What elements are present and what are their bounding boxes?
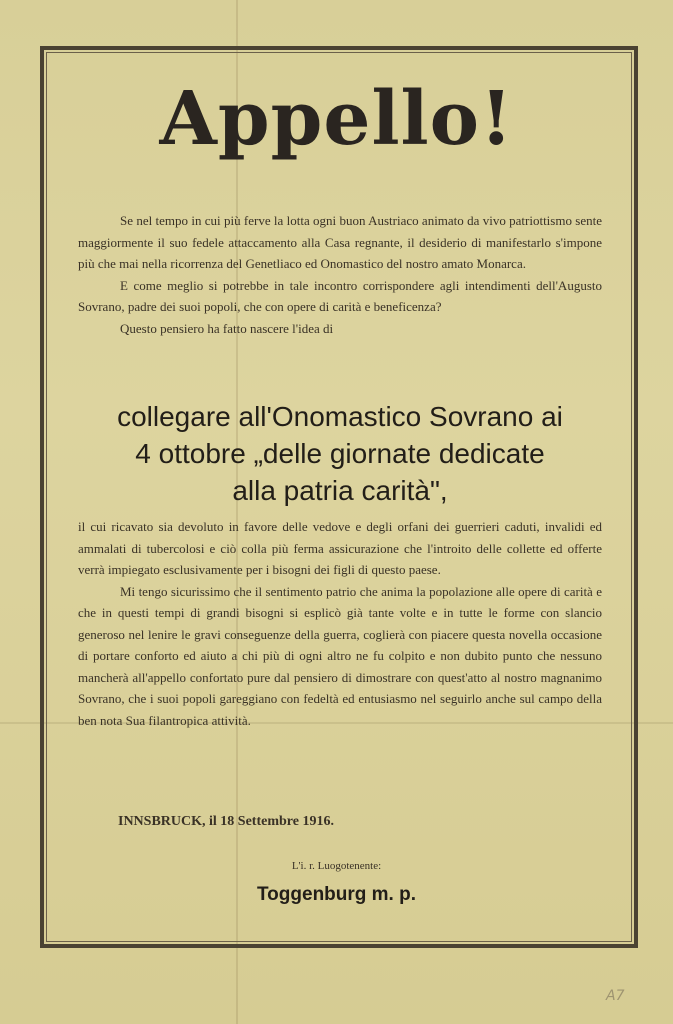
- intro-text: [78, 210, 602, 339]
- headline: [66, 398, 614, 509]
- pencil-mark: A7: [606, 988, 625, 1004]
- headline-line: 4 ottobre „delle giornate dedicate: [135, 438, 545, 469]
- poster-title: Appello!: [159, 76, 514, 162]
- main-text: [78, 516, 602, 731]
- main-paragraph: Mi tengo sicurissimo che il sentimento patrio che anima la popolazione alle opere di carità e che in questi tempi di grandi bisogni si esplicò già tante volte e in tutte le forme con slancio generoso nel lenire le gravi conseguenze della guerra, coglierà con piacere questa novella occasione di portare conforto ed aiuto a chi più di ogni altro ne fu colpito e non dubito punto che nessuno mancherà all'appello confortato pure dal pensiero di dimostrare con quest'atto al nostro magnanimo Sovrano, che i suoi popoli gareggiano con fedeltà ed entusiasmo nel seguirlo anche sul campo della ben nota Sua filantropica attività.: [78, 583, 602, 728]
- signature: Toggenburg m. p.: [256, 884, 416, 905]
- headline-line: collegare all'Onomastico Sovrano ai: [117, 401, 563, 432]
- intro-paragraph: Se nel tempo in cui più ferve la lotta ogni buon Austriaco animato da vivo patriottismo sente maggiormente il suo fedele attaccamento alla Casa regnante, il desiderio di manifestarlo s'impone più che mai nella ricorrenza del Genetliaco ed Onomastico del nostro amato Monarca.: [78, 213, 602, 271]
- intro-paragraph: E come meglio si potrebbe in tale incontro corrispondere agli intendimenti dell'Augusto Sovrano, padre dei suoi popoli, che con opere di carità e beneficenza?: [78, 277, 602, 314]
- intro-paragraph: Questo pensiero ha fatto nascere l'idea di: [120, 320, 334, 336]
- main-paragraph: il cui ricavato sia devoluto in favore delle vedove e degli orfani dei guerrieri caduti, invalidi ed ammalati di tubercolosi e ciò colla più ferma assicurazione che l'introito delle collette ed offerte verrà impiegato esclusivamente per i bisogni dei figli di questo paese.: [78, 519, 602, 577]
- signatory-role: L'i. r. Luogotenente:: [291, 860, 382, 872]
- headline-line: alla patria carità",: [232, 475, 448, 506]
- dateline: INNSBRUCK, il 18 Settembre 1916.: [118, 814, 334, 829]
